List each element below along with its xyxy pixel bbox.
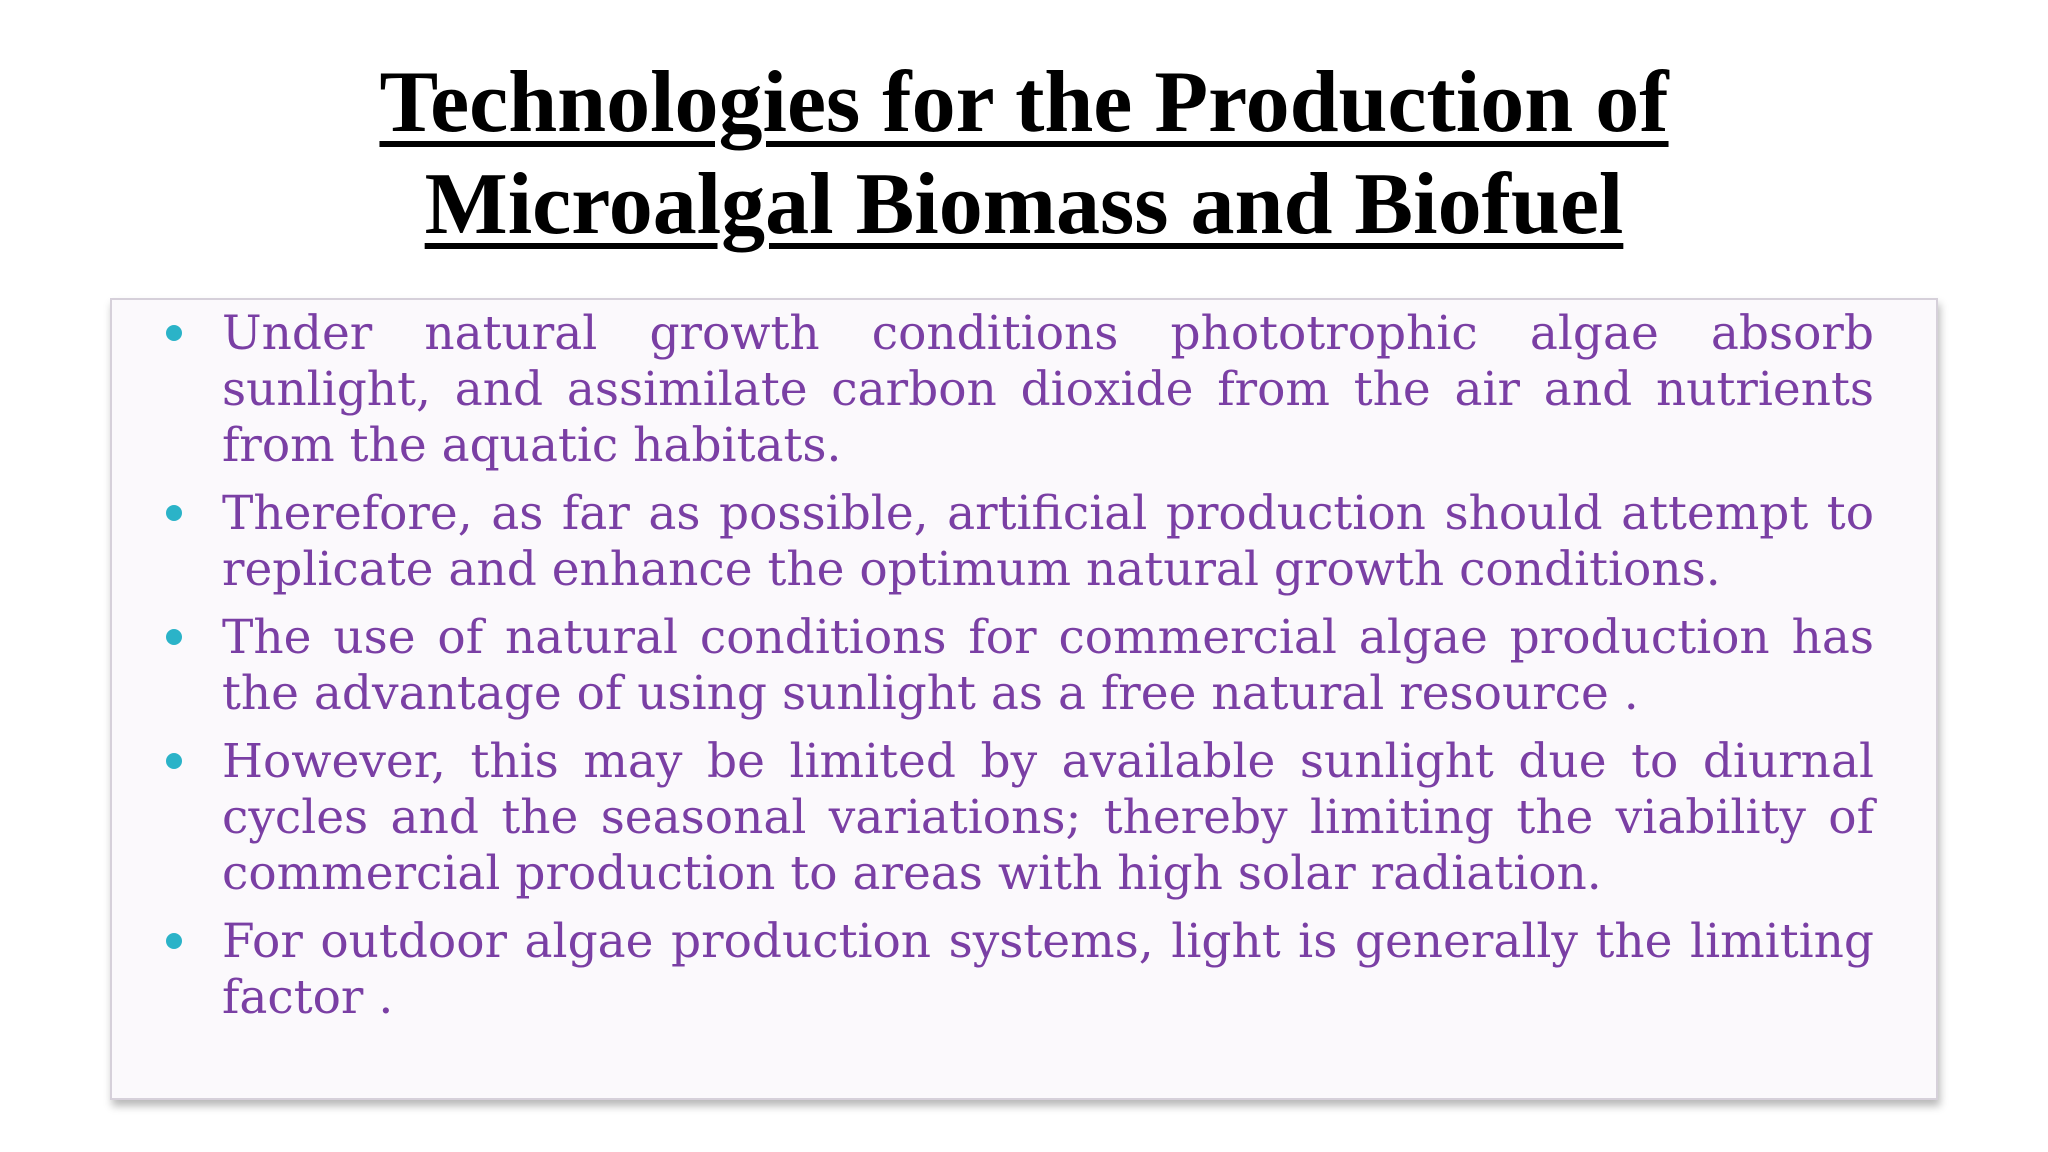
bullet-item [222, 306, 1874, 474]
title-line-1: Technologies for the Production of [379, 54, 1669, 151]
content-panel [110, 298, 1938, 1100]
slide-title [0, 52, 2048, 256]
bullet-text: Therefore, as far as possible, artificial production should attempt to replicate and enhance the optimum natural growth conditions. [222, 486, 1874, 597]
bullet-text: For outdoor algae production systems, light is generally the limiting factor . [222, 914, 1874, 1025]
bullet-text: However, this may be limited by available sunlight due to diurnal cycles and the seasonal variations; thereby limiting the viability of commercial production to areas with high solar radiation. [222, 734, 1874, 901]
bullet-item [222, 486, 1874, 598]
bullet-item [222, 914, 1874, 1026]
bullet-text: Under natural growth conditions phototrophic algae absorb sunlight, and assimilate carbon dioxide from the air and nutrients from the aquatic habitats. [222, 306, 1874, 473]
bullet-dot-icon [166, 505, 182, 521]
bullet-dot-icon [166, 933, 182, 949]
bullet-dot-icon [166, 629, 182, 645]
title-line-2: Microalgal Biomass and Biofuel [424, 156, 1624, 253]
bullet-dot-icon [166, 325, 182, 341]
bullet-dot-icon [166, 753, 182, 769]
bullet-item [222, 734, 1874, 902]
bullet-text: The use of natural conditions for commercial algae production has the advantage of using sunlight as a free natural resource . [222, 610, 1874, 721]
bullet-item [222, 610, 1874, 722]
bullet-list [222, 306, 1874, 1038]
